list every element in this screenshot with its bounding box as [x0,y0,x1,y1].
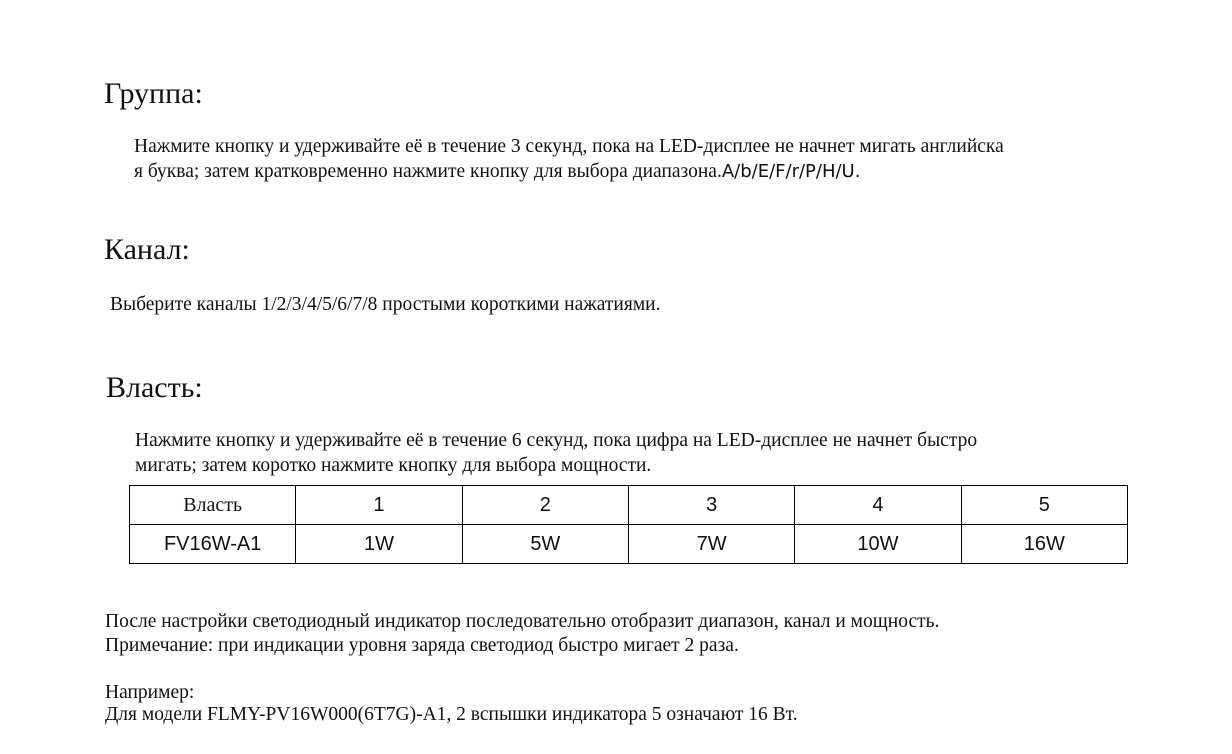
after-setup-line: После настройки светодиодный индикатор последовательно отобразит диапазон, канал и мощность. [105,611,940,632]
power-instruction-line-1: Нажмите кнопку и удерживайте её в течение 6 секунд, пока цифра на LED-дисплее не начнет быстро [135,430,978,451]
group-instruction-text: я буква; затем кратковременно нажмите кнопку для выбора диапазона. [134,161,722,182]
power-table-value-cell: 5W [462,525,628,564]
power-table-header-cell: 4 [795,486,961,525]
power-table-header-cell: 5 [961,486,1127,525]
group-instruction-line-2 [134,159,860,184]
group-heading: Группа: [104,77,203,110]
channel-instruction: Выберите каналы 1/2/3/4/5/6/7/8 простыми короткими нажатиями. [110,294,661,315]
power-table-value-cell: 1W [296,525,462,564]
power-table-header-row [130,486,1128,525]
power-table-value-cell: 10W [795,525,961,564]
example-label: Например: [105,682,195,703]
power-table-row [130,525,1128,564]
power-table-header-label: Власть [130,486,296,525]
power-heading: Власть: [106,371,203,404]
channel-heading: Канал: [104,233,190,266]
power-table-header-cell: 1 [296,486,462,525]
power-instruction-line-2: мигать; затем коротко нажмите кнопку для выбора мощности. [135,455,652,476]
example-text: Для модели FLMY-PV16W000(6T7G)-A1, 2 вспышки индикатора 5 означают 16 Вт. [105,704,798,725]
power-table-header-cell: 3 [628,486,794,525]
group-instruction-line-1: Нажмите кнопку и удерживайте её в течение 3 секунд, пока на LED-дисплее не начнет мигать английска [134,136,1004,157]
group-range-list: A/b/E/F/r/P/H/U. [721,161,861,182]
power-table-header-cell: 2 [462,486,628,525]
power-table-model-cell: FV16W-A1 [130,525,296,564]
power-table [129,485,1128,564]
power-table-value-cell: 16W [961,525,1127,564]
note-line: Примечание: при индикации уровня заряда светодиод быстро мигает 2 раза. [105,635,739,656]
power-table-value-cell: 7W [628,525,794,564]
